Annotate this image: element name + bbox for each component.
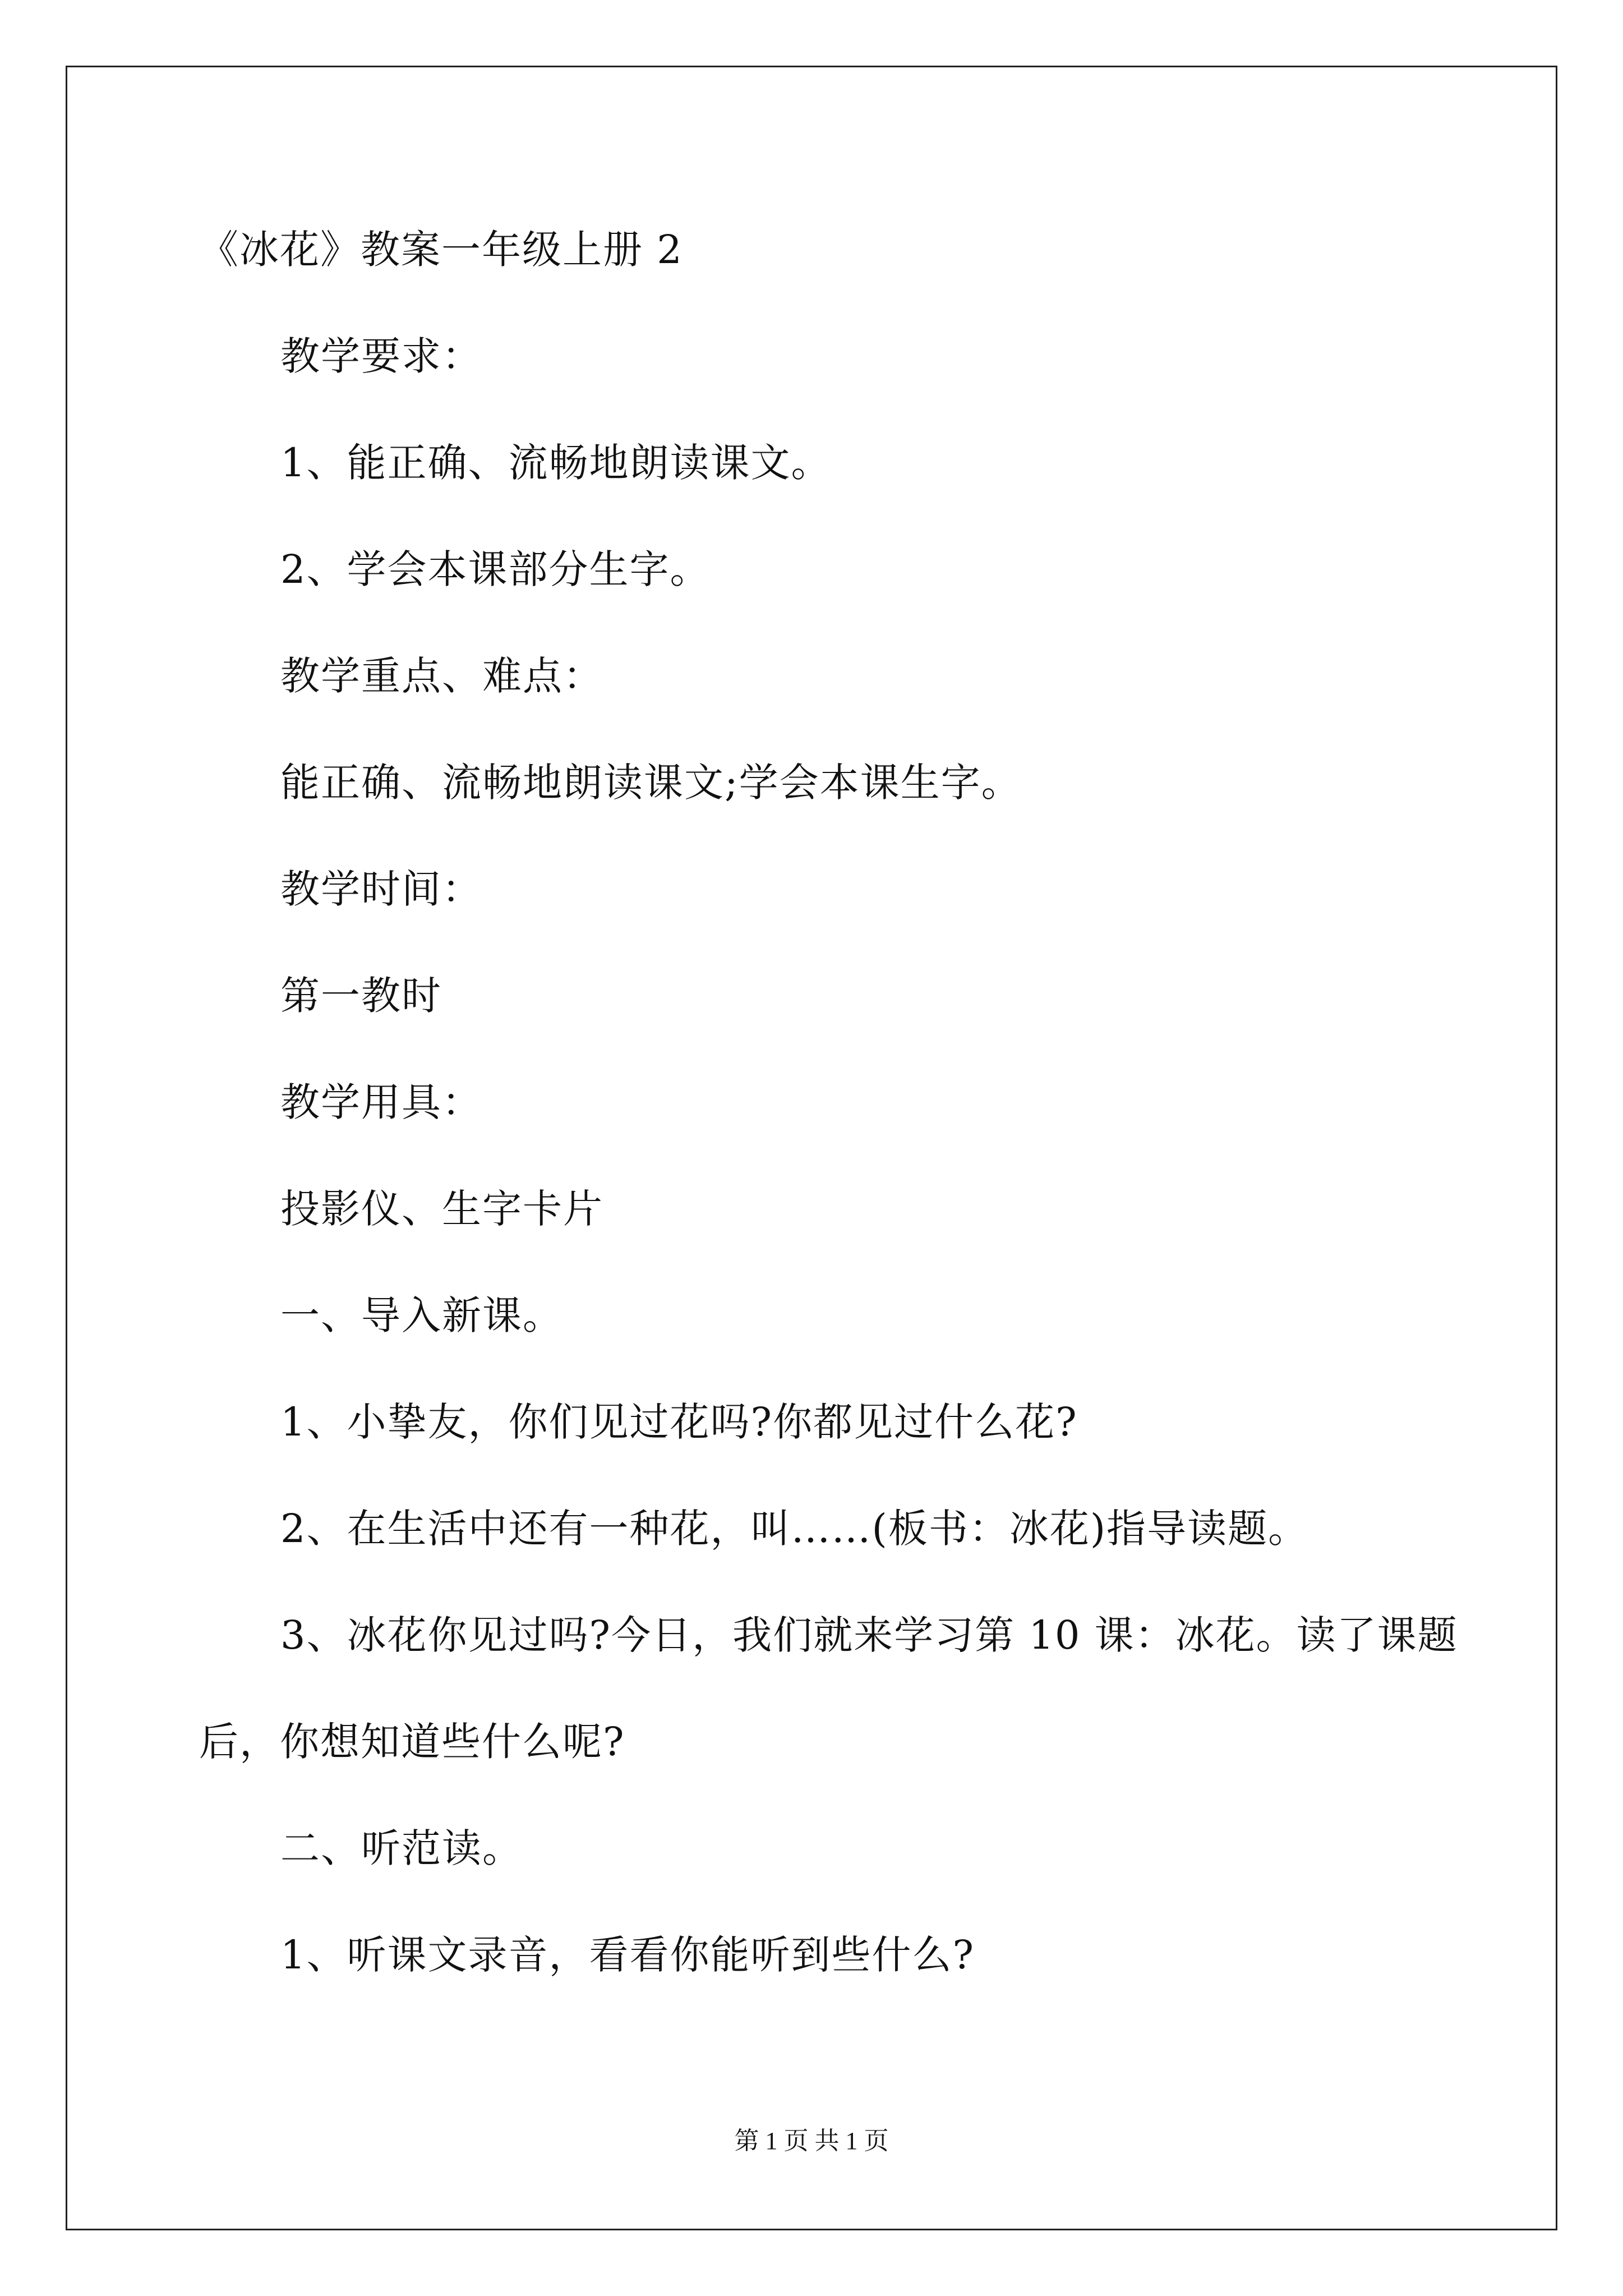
paragraph-teaching-tools-text: 投影仪、生字卡片 xyxy=(280,1186,603,1232)
paragraph-section-one-heading: 一、导入新课。 xyxy=(280,1292,563,1338)
paragraph-key-points-heading: 教学重点、难点： xyxy=(280,653,603,699)
paragraph-key-points-text: 能正确、流畅地朗读课文;学会本课生字。 xyxy=(280,760,1022,806)
paragraph-section-two-item-1: 1、听课文录音，看看你能听到些什么? xyxy=(280,1932,975,1978)
document-title: 《冰花》教案一年级上册 2 xyxy=(199,227,683,273)
paragraph-teaching-tools-heading: 教学用具： xyxy=(280,1079,482,1125)
paragraph-teaching-time-heading: 教学时间： xyxy=(280,866,482,912)
paragraph-requirement-2: 2、学会本课部分生字。 xyxy=(280,546,711,592)
paragraph-section-two-heading: 二、听范读。 xyxy=(280,1825,523,1871)
page-footer: 第 1 页 共 1 页 xyxy=(734,2127,889,2155)
page-border xyxy=(66,66,1557,2230)
paragraph-section-one-item-3-continued: 后，你想知道些什么呢? xyxy=(199,1719,625,1765)
paragraph-section-one-item-3: 3、冰花你见过吗?今日，我们就来学习第 10 课：冰花。读了课题 xyxy=(280,1612,1458,1658)
paragraph-teaching-requirements-heading: 教学要求： xyxy=(280,333,482,379)
paragraph-teaching-time-text: 第一教时 xyxy=(280,973,442,1019)
paragraph-section-one-item-2: 2、在生活中还有一种花，叫……(板书：冰花)指导读题。 xyxy=(280,1506,1309,1552)
paragraph-requirement-1: 1、能正确、流畅地朗读课文。 xyxy=(280,440,832,486)
paragraph-section-one-item-1: 1、小挚友，你们见过花吗?你都见过什么花? xyxy=(280,1399,1078,1445)
